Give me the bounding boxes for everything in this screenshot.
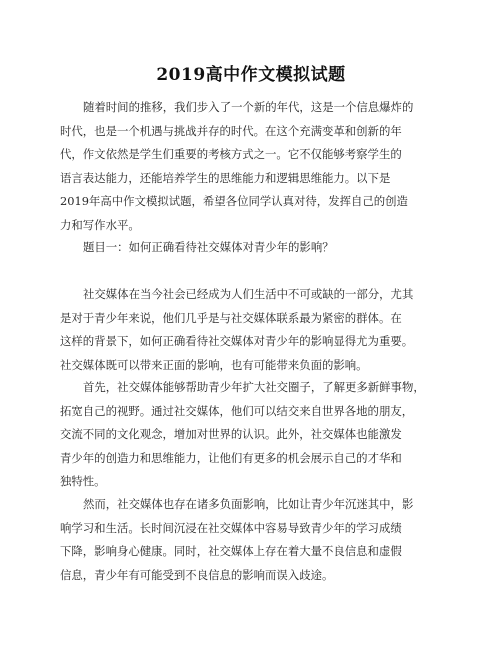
paragraph-line: 首先，社交媒体能够帮助青少年扩大社交圈子，了解更多新鲜事物， xyxy=(83,380,425,394)
paragraph-positive xyxy=(60,376,460,494)
paragraph-line: 时代，也是一个机遇与挑战并存的时代。在这个充满变革和创新的年 xyxy=(60,123,402,138)
paragraph-line: 青少年的创造力和思维能力，让他们有更多的机会展示自己的才华和 xyxy=(60,450,402,465)
paragraph-line: 是对于青少年来说，他们几乎是与社交媒体联系最为紧密的群体。在 xyxy=(60,310,402,325)
paragraph-line: 2019年高中作文模拟试题，希望各位同学认真对待，发挥自己的创造 xyxy=(60,194,408,208)
paragraph-line: 拓宽自己的视野。通过社交媒体，他们可以结交来自世界各地的朋友， xyxy=(60,403,414,418)
paragraph-line: 这样的背景下，如何正确看待社交媒体对青少年的影响显得尤为重要。 xyxy=(60,334,414,348)
paragraph-question xyxy=(60,236,460,260)
paragraph-line: 交流不同的文化观念，增加对世界的认识。此外，社交媒体也能激发 xyxy=(60,427,402,441)
paragraph-intro xyxy=(60,96,460,237)
paragraph-line: 力和写作水平。 xyxy=(60,217,140,232)
paragraph-negative xyxy=(60,493,460,587)
paragraph-line: 代，作文依然是学生们重要的考核方式之一。它不仅能够考察学生的 xyxy=(60,147,402,161)
paragraph-line: 社交媒体既可以带来正面的影响，也有可能带来负面的影响。 xyxy=(60,357,368,372)
paragraph-background xyxy=(60,283,460,377)
question-heading: 题目一：如何正确看待社交媒体对青少年的影响？ xyxy=(83,240,334,254)
paragraph-line: 响学习和生活。长时间沉浸在社交媒体中容易导致青少年的学习成绩 xyxy=(60,520,402,535)
paragraph-line: 语言表达能力，还能培养学生的思维能力和逻辑思维能力。以下是 xyxy=(60,170,391,185)
paragraph-line: 然而，社交媒体也存在诸多负面影响，比如让青少年沉迷其中，影 xyxy=(83,497,414,511)
paragraph-line: 信息，青少年有可能受到不良信息的影响而误入歧途。 xyxy=(60,567,334,582)
document-title: 2019高中作文模拟试题 xyxy=(156,65,346,85)
paragraph-line: 随着时间的推移，我们步入了一个新的年代，这是一个信息爆炸的 xyxy=(83,100,414,114)
paragraph-line: 独特性。 xyxy=(60,474,106,488)
paragraph-line: 下降，影响身心健康。同时，社交媒体上存在着大量不良信息和虚假 xyxy=(60,544,402,558)
paragraph-line: 社交媒体在当今社会已经成为人们生活中不可或缺的一部分，尤其 xyxy=(83,287,414,301)
